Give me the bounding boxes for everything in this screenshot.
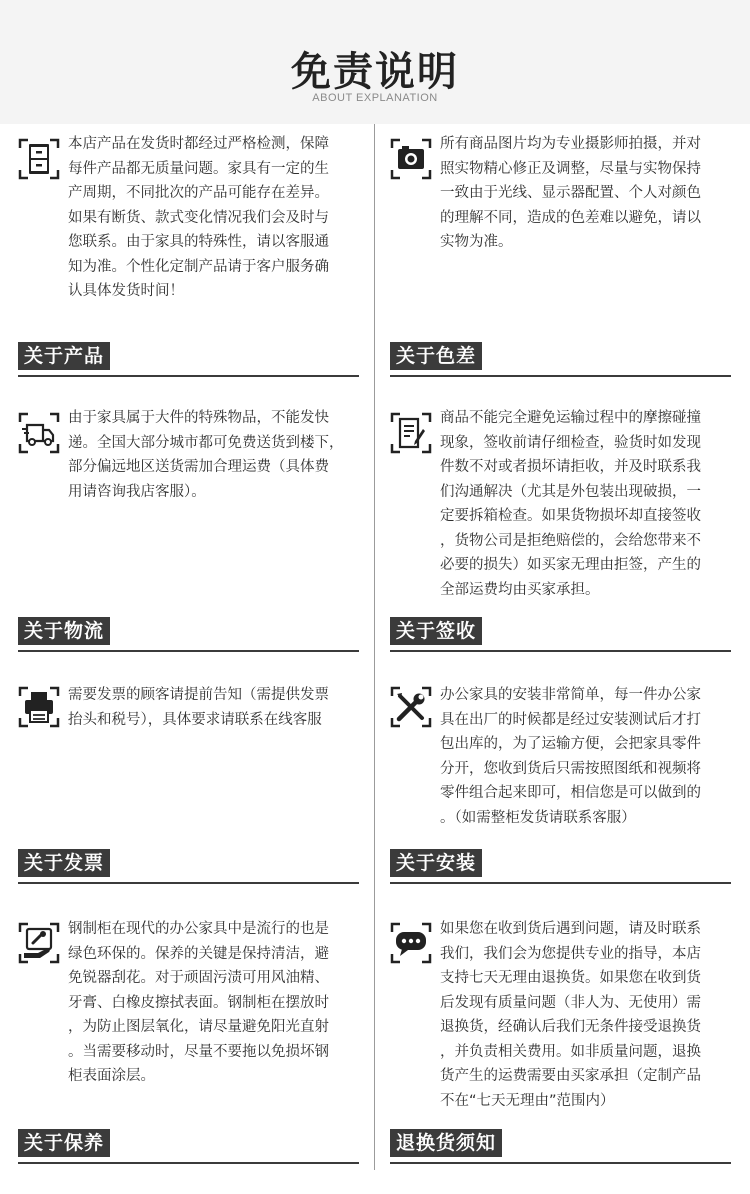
camera-icon	[390, 138, 432, 180]
section-text-returns: 如果您在收到货后遇到问题，请及时联系 我们，我们会为您提供专业的指导，本店 支持七天无理由退换货。如果您在收到货 后发现有质量问题（非人为、无使用）需 退换货，经确认后我们无条件接受退换货 ，并负责相关费用。如非质量问题，退换 货产生的运费需要由买家承担（定制产品 不在“七天无理由”范围内）	[440, 921, 701, 1109]
section-rule	[390, 1162, 731, 1164]
section-rule	[18, 1162, 359, 1164]
section-text-invoice: 需要发票的顾客请提前告知（需提供发票 抬头和税号），具体要求请联系在线客服	[68, 687, 329, 728]
cabinet-icon	[18, 138, 60, 180]
section-text-installation: 办公家具的安装非常简单，每一件办公家 具在出厂的时候都是经过安装测试后才打 包出库的，为了运输方便，会把家具零件 分开，您收到货后只需按照图纸和视频将 零件组合起来即可，相信您是可以做到的 。（如需整柜发货请联系客服）	[440, 687, 701, 826]
section-label-product: 关于产品	[18, 342, 110, 370]
section-label-logistics: 关于物流	[18, 617, 110, 645]
page-title: 免责说明	[291, 49, 459, 95]
section-label-invoice: 关于发票	[18, 849, 110, 877]
section-rule	[390, 882, 731, 884]
section-rule	[18, 375, 359, 377]
section-text-color: 所有商品图片均为专业摄影师拍摄，并对 照实物精心修正及调整，尽量与实物保持 一致由于光线、显示器配置、个人对颜色 的理解不同，造成的色差难以避免，请以 实物为准。	[440, 136, 701, 250]
section-rule	[390, 375, 731, 377]
section-rule	[18, 650, 359, 652]
section-label-color: 关于色差	[390, 342, 482, 370]
tools-icon	[390, 686, 432, 728]
section-text-logistics: 由于家具属于大件的特殊物品，不能发快 递。全国大部分城市都可免费送货到楼下， 部分偏远地区送货需加合理运费（具体费 用请咨询我店客服）。	[68, 410, 344, 500]
printer-icon	[18, 686, 60, 728]
section-label-installation: 关于安装	[390, 849, 482, 877]
section-text-sign: 商品不能完全避免运输过程中的摩擦碰撞 现象，签收前请仔细检查，验货时如发现 件数不对或者损坏请拒收，并及时联系我 们沟通解决（尤其是外包装出现破损，一 定要拆箱检查。如果货物损坏却直接签收 ，货物公司是拒绝赔偿的，会给您带来不 必要的损失）如买家无理由拒签，产生的 全部运费均由买家承担。	[440, 410, 701, 598]
section-label-returns: 退换货须知	[390, 1129, 502, 1157]
sign-document-icon	[390, 412, 432, 454]
page-subtitle: ABOUT EXPLANATION	[312, 92, 438, 104]
section-rule	[18, 882, 359, 884]
column-divider	[374, 124, 375, 1170]
delivery-truck-icon	[18, 412, 60, 454]
maintenance-icon	[18, 922, 60, 964]
section-rule	[390, 650, 731, 652]
chat-bubble-icon	[390, 922, 432, 964]
section-label-sign: 关于签收	[390, 617, 482, 645]
section-text-maintenance: 钢制柜在现代的办公家具中是流行的也是 绿色环保的。保养的关键是保持清洁，避 免锐器刮花。对于顽固污渍可用风油精、 牙膏、白橡皮擦拭表面。钢制柜在摆放时 ，为防止图层氧化，请尽量避免阳光直射 。当需要移动时，尽量不要拖以免损坏钢 柜表面涂层。	[68, 921, 329, 1084]
section-label-maintenance: 关于保养	[18, 1129, 110, 1157]
section-text-product: 本店产品在发货时都经过严格检测，保障 每件产品都无质量问题。家具有一定的生 产周期，不同批次的产品可能存在差异。 如果有断货、款式变化情况我们会及时与 您联系。由于家具的特殊性，请以客服通 知为准。个性化定制产品请于客户服务确 认具体发货时间！	[68, 136, 329, 299]
page-header	[0, 0, 750, 124]
